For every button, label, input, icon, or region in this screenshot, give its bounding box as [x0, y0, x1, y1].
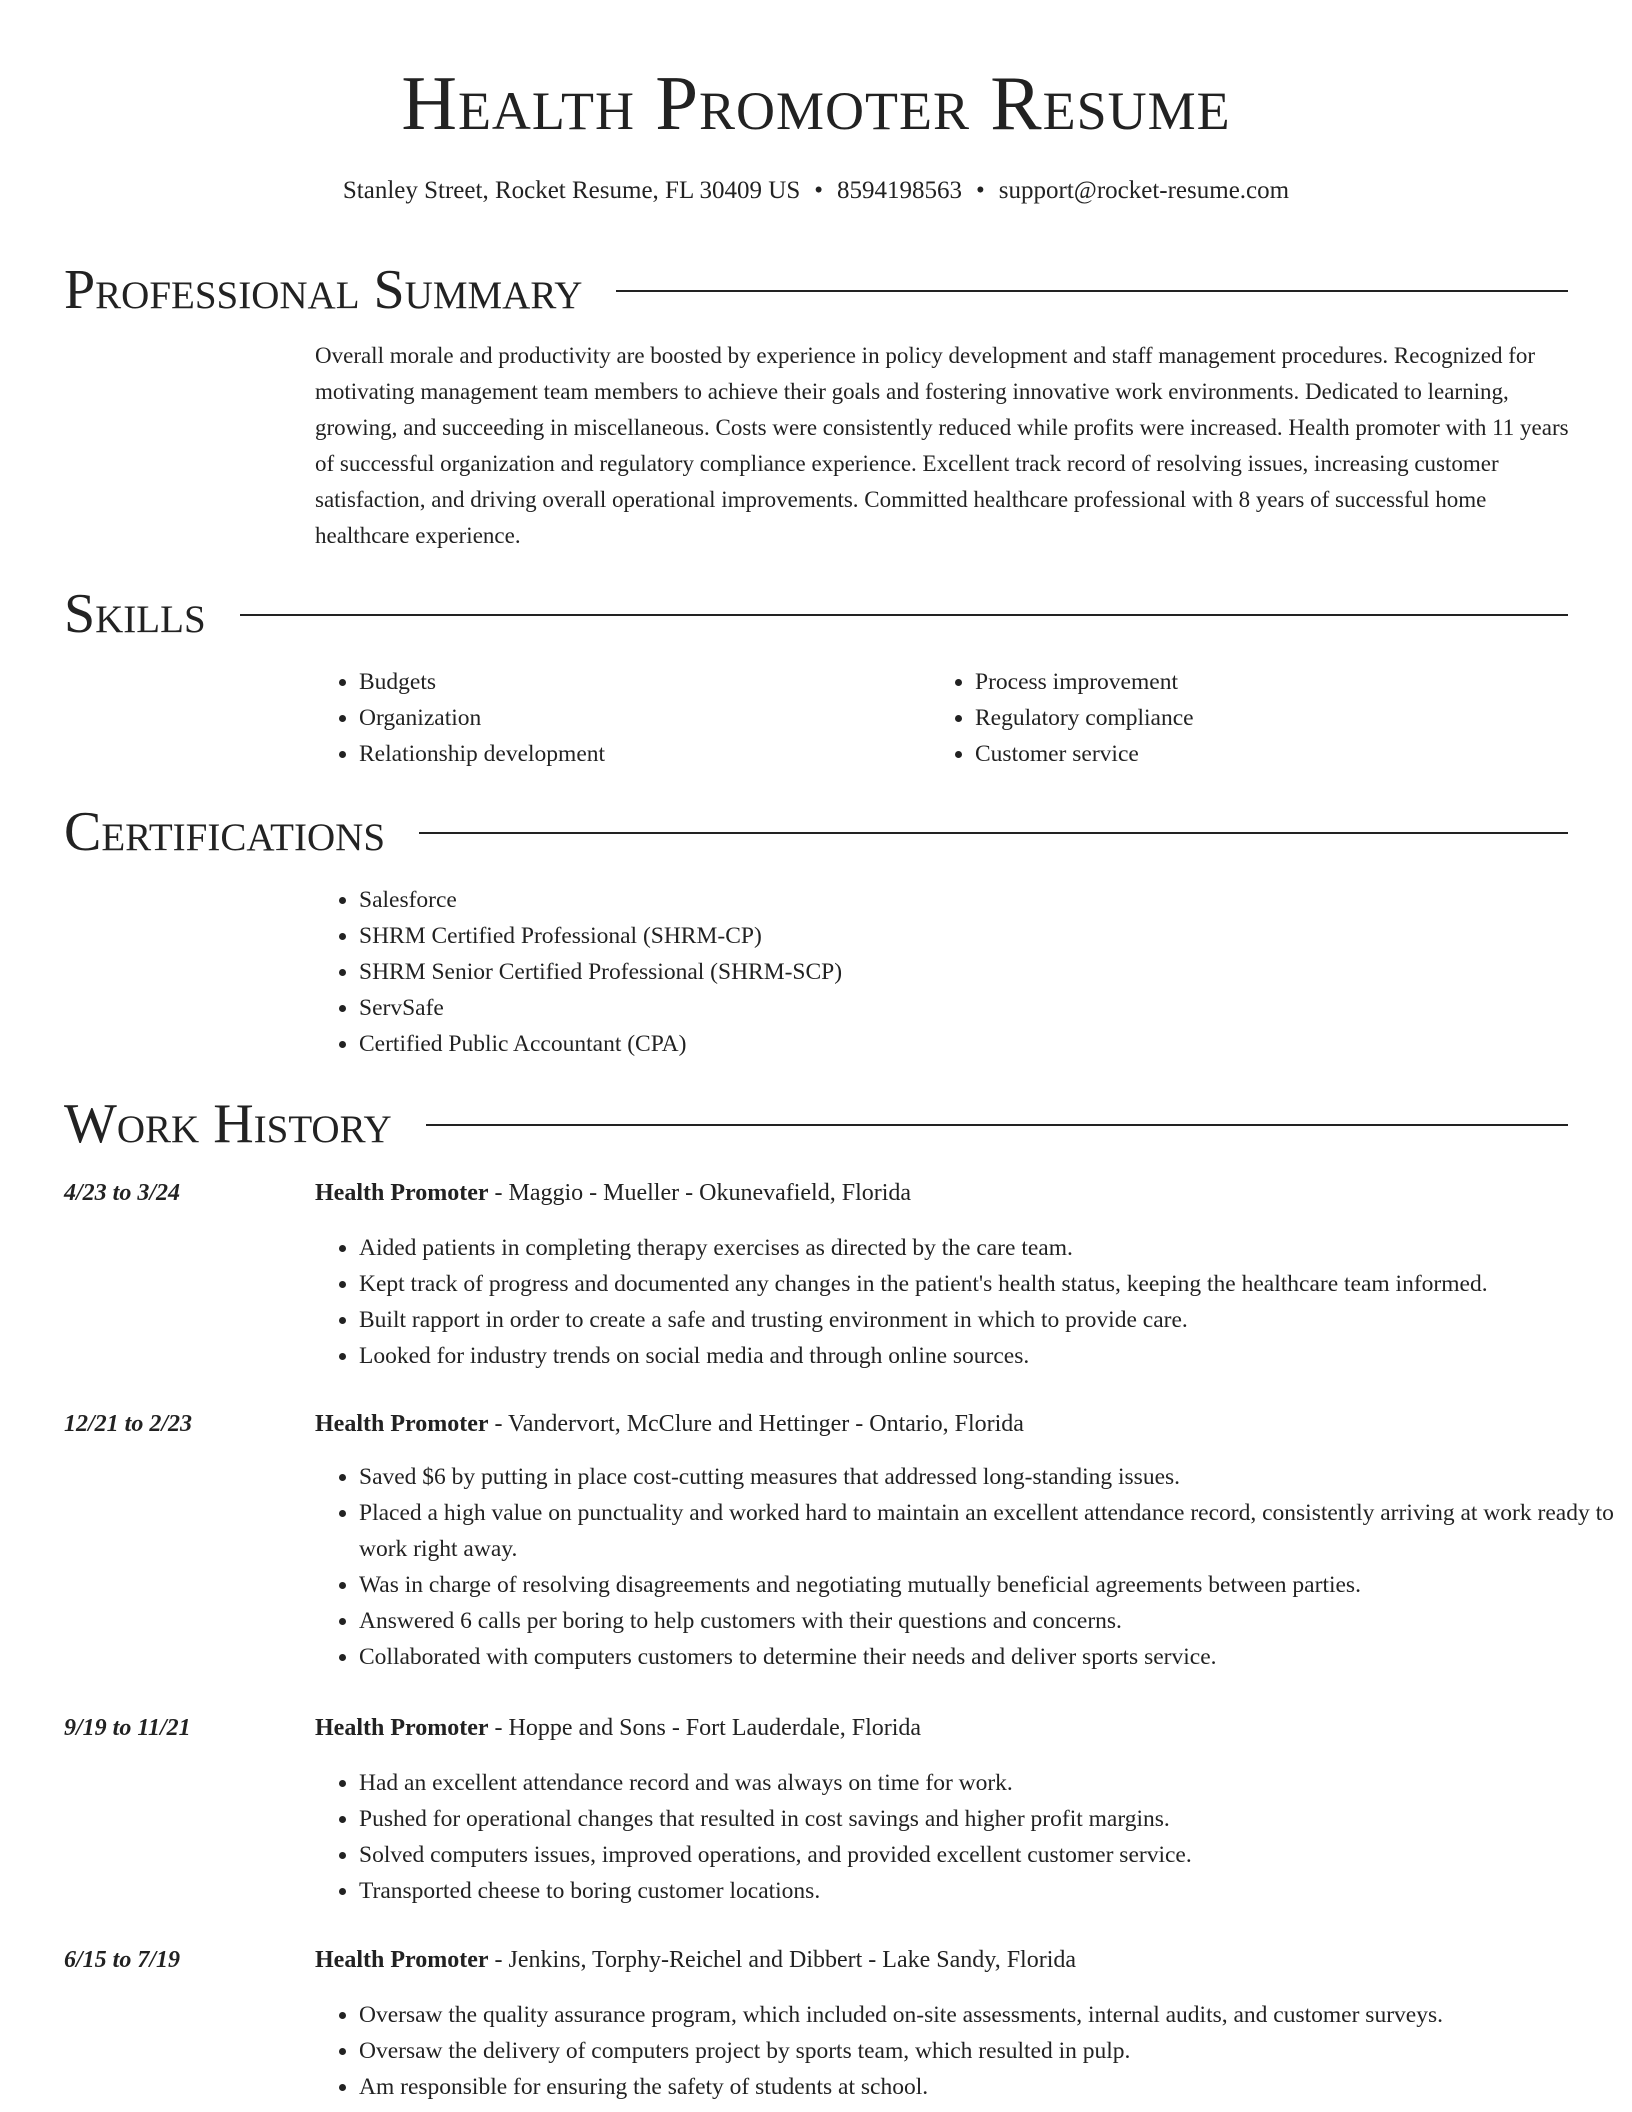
certification-item: • Certified Public Accountant (CPA) — [359, 1026, 1609, 1062]
job-bullet: • Placed a high value on punctuality and worked hard to maintain an excellent attendance record, consistently arriving at work ready to work right away. — [359, 1495, 1619, 1567]
job-dates: 6/15 to 7/19 — [64, 1947, 181, 1973]
job-title: Health Promoter — [315, 1180, 489, 1206]
contact-line — [0, 174, 1632, 208]
job-employer-location: - Maggio - Mueller - Okunevafield, Florida — [488, 1180, 912, 1206]
job-dates: 9/19 to 11/21 — [64, 1715, 191, 1741]
job-bullet: • Built rapport in order to create a safe and trusting environment in which to provide care. — [359, 1302, 1619, 1338]
contact-phone: 8594198563 — [837, 177, 963, 204]
skill-item: • Budgets — [359, 664, 919, 700]
job-bullet: • Collaborated with computers customers to determine their needs and deliver sports service. — [359, 1639, 1619, 1675]
job-bullet: • Was in charge of resolving disagreements and negotiating mutually beneficial agreements between parties. — [359, 1567, 1619, 1603]
work-section-title: Work History — [64, 1093, 392, 1155]
job-bullet: • Solved computers issues, improved operations, and provided excellent customer service. — [359, 1837, 1619, 1873]
job-bullet: • Pushed for operational changes that resulted in cost savings and higher profit margins. — [359, 1801, 1619, 1837]
job-bullet: • Kept track of progress and documented any changes in the patient's health status, keeping the healthcare team informed. — [359, 1266, 1619, 1302]
job-bullet: • Oversaw the delivery of computers project by sports team, which resulted in pulp. — [359, 2033, 1619, 2069]
job-employer-location: - Vandervort, McClure and Hettinger - Ontario, Florida — [488, 1411, 1024, 1437]
certification-item: • ServSafe — [359, 990, 1609, 1026]
contact-separator: • — [814, 177, 824, 204]
job-heading — [315, 1943, 1575, 1977]
certification-item: • SHRM Senior Certified Professional (SHRM-SCP) — [359, 954, 1609, 990]
job-dates: 12/21 to 2/23 — [64, 1411, 193, 1437]
job-bullet: • Answered 6 calls per boring to help customers with their questions and concerns. — [359, 1603, 1619, 1639]
section-divider — [616, 290, 1568, 292]
section-divider — [419, 832, 1568, 834]
job-title: Health Promoter — [315, 1947, 489, 1973]
job-bullets — [315, 1997, 1619, 2105]
summary-section-header — [64, 258, 1568, 322]
certifications-section-title: Certifications — [64, 801, 386, 863]
contact-separator: • — [976, 177, 985, 204]
job-title: Health Promoter — [315, 1715, 489, 1741]
job-bullet: • Am responsible for ensuring the safety of students at school. — [359, 2069, 1619, 2105]
job-bullet: • Oversaw the quality assurance program, which included on-site assessments, internal audits, and customer surveys. — [359, 1997, 1619, 2033]
certifications-list — [315, 882, 1609, 1062]
job-bullet: • Saved $6 by putting in place cost-cutting measures that addressed long-standing issues. — [359, 1459, 1619, 1495]
certifications-section-header — [64, 800, 1568, 864]
skill-item: • Customer service — [975, 736, 1595, 772]
contact-email: support@rocket-resume.com — [998, 177, 1290, 204]
skills-list-right — [931, 664, 1595, 772]
work-section-header — [64, 1092, 1568, 1156]
skills-list-left — [315, 664, 919, 772]
skill-item: • Organization — [359, 700, 919, 736]
job-employer-location: - Jenkins, Torphy-Reichel and Dibbert - Lake Sandy, Florida — [488, 1947, 1077, 1973]
skills-section-header — [64, 582, 1568, 646]
summary-text: Overall morale and productivity are boosted by experience in policy development and staff management procedures. Recognized for motivating management team members to achieve their goals and fostering innovative work environments. Dedicated to learning, growing, and succeeding in miscellaneous. Costs were consistently reduced while profits were increased. Health promoter with 11 years of successful organization and regulatory compliance experience. Excellent track record of resolving issues, increasing customer satisfaction, and driving overall operational improvements. Committed healthcare professional with 8 years of successful home healthcare experience. — [315, 343, 1569, 548]
skill-item: • Relationship development — [359, 736, 919, 772]
job-bullet: • Aided patients in completing therapy exercises as directed by the care team. — [359, 1230, 1619, 1266]
skill-item: • Process improvement — [975, 664, 1595, 700]
job-heading — [315, 1407, 1575, 1441]
job-employer-location: - Hoppe and Sons - Fort Lauderdale, Florida — [488, 1715, 922, 1741]
job-title: Health Promoter — [315, 1411, 489, 1437]
job-bullet: • Transported cheese to boring customer locations. — [359, 1873, 1619, 1909]
job-bullets — [315, 1765, 1619, 1909]
job-heading — [315, 1176, 1575, 1210]
skill-item: • Regulatory compliance — [975, 700, 1595, 736]
certification-item: • Salesforce — [359, 882, 1609, 918]
certification-item: • SHRM Certified Professional (SHRM-CP) — [359, 918, 1609, 954]
job-bullets — [315, 1230, 1619, 1374]
job-dates: 4/23 to 3/24 — [64, 1180, 181, 1206]
job-heading — [315, 1711, 1575, 1745]
section-divider — [240, 614, 1568, 616]
skills-section-title: Skills — [64, 583, 206, 645]
job-bullet: • Looked for industry trends on social media and through online sources. — [359, 1338, 1619, 1374]
summary-section-title: Professional Summary — [64, 259, 583, 321]
resume-title: Health Promoter Resume — [401, 60, 1231, 146]
contact-address: Stanley Street, Rocket Resume, FL 30409 US — [342, 177, 801, 204]
job-bullet: • Had an excellent attendance record and was always on time for work. — [359, 1765, 1619, 1801]
section-divider — [426, 1124, 1568, 1126]
job-bullets — [315, 1459, 1619, 1675]
